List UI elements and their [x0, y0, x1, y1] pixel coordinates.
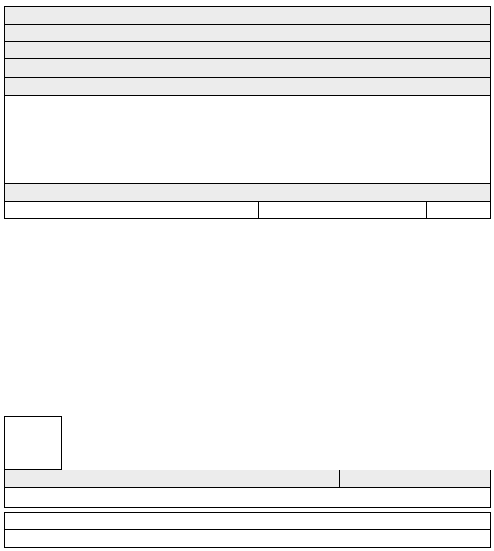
classe-row — [4, 59, 491, 78]
results-head — [4, 202, 491, 219]
vibration-side-box — [4, 416, 62, 470]
note-1-row — [4, 488, 491, 508]
rem-3-row — [4, 530, 491, 548]
largeur-row — [4, 42, 491, 59]
reaction-row — [4, 470, 491, 488]
header-row — [4, 6, 491, 25]
kdis-row — [4, 184, 491, 202]
rem-2-row — [4, 512, 491, 530]
loads-block — [4, 96, 491, 184]
psi-row — [4, 78, 491, 96]
portee-row — [4, 25, 491, 42]
